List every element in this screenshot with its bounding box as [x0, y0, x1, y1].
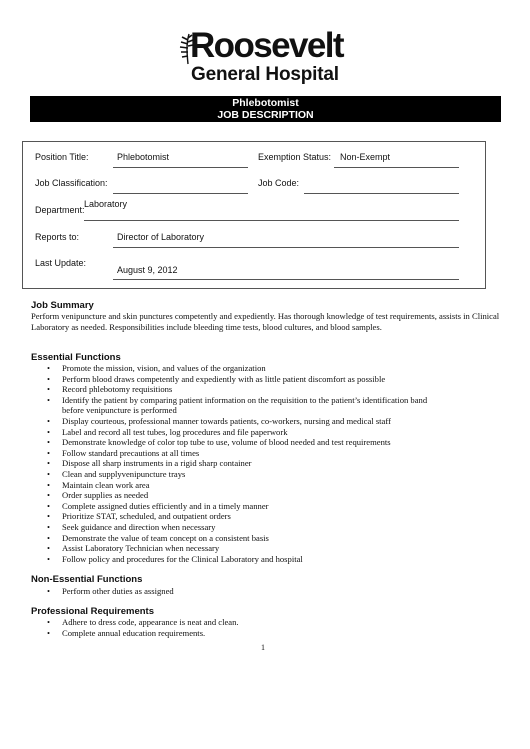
list-item: • Seek guidance and direction when necessary — [0, 522, 480, 533]
job-title: Phlebotomist — [232, 97, 299, 109]
department-label: Department: — [35, 205, 85, 215]
reports-to-line — [113, 247, 459, 248]
list-item: • Identify the patient by comparing patient information on the requisition to the patient’s identification band before venipuncture is performed — [0, 395, 480, 416]
list-item: • Follow standard precautions at all times — [0, 448, 480, 459]
list-item: • Demonstrate the value of team concept on a consistent basis — [0, 533, 480, 544]
document-type: JOB DESCRIPTION — [217, 109, 314, 121]
list-item: • Adhere to dress code, appearance is neat and clean. — [0, 617, 480, 628]
job-code-label: Job Code: — [258, 178, 300, 188]
position-title-value: Phlebotomist — [117, 152, 170, 162]
exemption-status-label: Exemption Status: — [258, 152, 332, 162]
hospital-logo — [176, 28, 358, 88]
last-update-label: Last Update: — [35, 258, 87, 268]
exemption-status-line — [334, 167, 459, 168]
exemption-status-value: Non-Exempt — [340, 152, 391, 162]
professional-requirements-heading: Professional Requirements — [31, 606, 155, 617]
list-item: • Display courteous, professional manner towards patients, co-workers, nursing and medical staff — [0, 416, 480, 427]
logo-subtitle: General Hospital — [191, 64, 339, 85]
professional-requirements-list — [0, 617, 480, 638]
list-item: • Follow policy and procedures for the Clinical Laboratory and hospital — [0, 554, 480, 565]
list-item: • Demonstrate knowledge of color top tube to use, volume of blood needed and test requirements — [0, 437, 480, 448]
job-code-line — [304, 193, 459, 194]
last-update-value: August 9, 2012 — [117, 265, 178, 275]
list-item: • Label and record all test tubes, log procedures and file paperwork — [0, 427, 480, 438]
page-number: 1 — [261, 643, 265, 652]
reports-to-label: Reports to: — [35, 232, 80, 242]
list-item: • Maintain clean work area — [0, 480, 480, 491]
list-item: • Complete assigned duties efficiently and in a timely manner — [0, 501, 480, 512]
non-essential-functions-list — [0, 586, 480, 597]
last-update-line — [113, 279, 459, 280]
list-item: • Clean and supplyvenipuncture trays — [0, 469, 480, 480]
list-item: • Perform blood draws competently and expediently with as little patient discomfort as possible — [0, 374, 480, 385]
essential-functions-list — [0, 363, 480, 564]
job-summary-heading: Job Summary — [31, 300, 94, 311]
list-item: • Perform other duties as assigned — [0, 586, 480, 597]
list-item: • Dispose all sharp instruments in a rigid sharp container — [0, 458, 480, 469]
job-classification-line — [113, 193, 248, 194]
title-bar — [30, 96, 501, 122]
list-item: • Order supplies as needed — [0, 490, 480, 501]
logo-name: Roosevelt — [190, 26, 343, 65]
department-value: Laboratory — [84, 199, 128, 209]
position-title-label: Position Title: — [35, 152, 89, 162]
reports-to-value: Director of Laboratory — [117, 232, 205, 242]
list-item: • Record phlebotomy requisitions — [0, 384, 480, 395]
position-info-box — [22, 141, 486, 289]
position-title-line — [113, 167, 248, 168]
job-summary-text: Perform venipuncture and skin punctures competently and expediently. Has thorough knowledge of test requirements, assists in Clinical Laboratory as needed. Responsibilities include bleeding time tests, blood cultures, and blood samples. — [31, 311, 500, 332]
non-essential-functions-heading: Non-Essential Functions — [31, 574, 143, 585]
job-classification-label: Job Classification: — [35, 178, 108, 188]
list-item: • Prioritize STAT, scheduled, and outpatient orders — [0, 511, 480, 522]
essential-functions-heading: Essential Functions — [31, 352, 121, 363]
department-line — [84, 220, 459, 221]
list-item: • Complete annual education requirements. — [0, 628, 480, 639]
list-item: • Promote the mission, vision, and values of the organization — [0, 363, 480, 374]
list-item: • Assist Laboratory Technician when necessary — [0, 543, 480, 554]
